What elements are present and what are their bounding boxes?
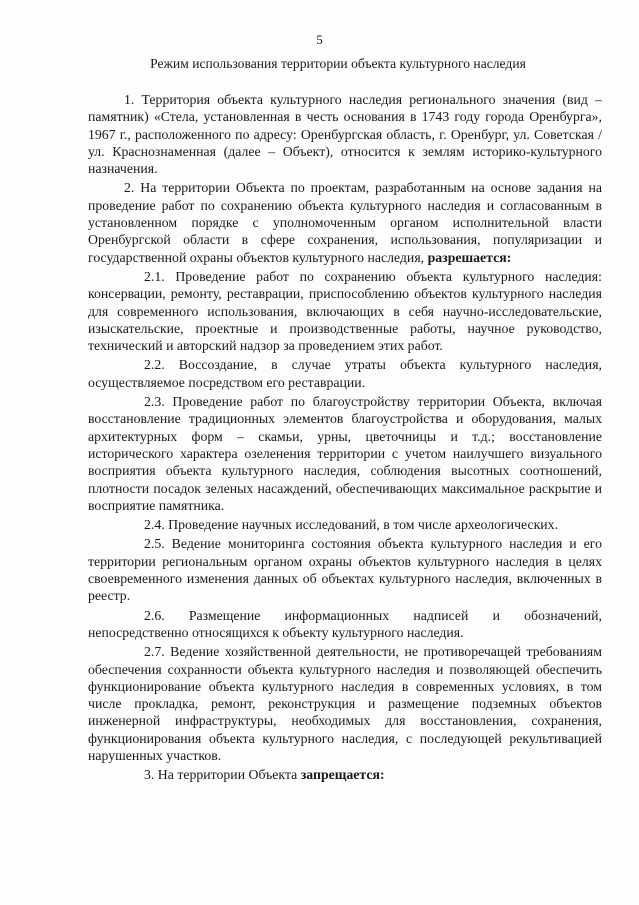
paragraph-2-3: 2.3. Проведение работ по благоустройству территории Объекта, включая восстановление традиционных элементов благоустройства и оборудования, малых архитектурных форм – скамьи, урны, цветочницы и т.д.; восстановление исторического характера озеленения территории с учетом наилучшего визуального восприятия объекта культурного наследия, соблюдения высотных соотношений, плотности посадок зеленых насаждений, обеспечивающих максимальное раскрытие и восприятие памятника. [88, 394, 602, 513]
paragraph-3 [88, 766, 602, 783]
document-body [88, 91, 602, 784]
paragraph-2 [88, 179, 602, 265]
paragraph-3-bold: запрещается: [300, 767, 385, 783]
page-number: 5 [316, 32, 323, 47]
paragraph-3-text: 3. На территории Объекта [144, 767, 298, 783]
paragraph-2-2: 2.2. Воссоздание, в случае утраты объекта культурного наследия, осуществляемое посредством его реставрации. [88, 357, 602, 390]
paragraph-2-bold: разрешается: [427, 249, 512, 265]
paragraph-2-text: 2. На территории Объекта по проектам, разработанным на основе задания на проведение работ по сохранению объекта культурного наследия и согласованным в установленном порядке с уполномоченным органом исполнительной власти Оренбургской области в сфере сохранения, использования, популяризации и государственной охраны объектов культурного наследия, [88, 180, 602, 265]
paragraph-2-1: 2.1. Проведение работ по сохранению объекта культурного наследия: консервации, ремонту, реставрации, приспособлению объектов культурного наследия для современного использования, включающих в себя научно-исследовательские, изыскательские, проектные и производственные работы, научное руководство, технический и авторский надзор за проведением этих работ. [88, 268, 602, 354]
paragraph-2-4: 2.4. Проведение научных исследований, в том числе археологических. [144, 517, 559, 533]
paragraph-2-6: 2.6. Размещение информационных надписей и обозначений, непосредственно относящихся к объекту культурного наследия. [88, 607, 602, 640]
document-title: Режим использования территории объекта культурного наследия [150, 56, 526, 71]
paragraph-2-7: 2.7. Ведение хозяйственной деятельности, не противоречащей требованиям обеспечения сохранности объекта культурного наследия и позволяющей обеспечить функционирование объекта культурного наследия в современных условиях, в том числе прокладка, ремонт, реконструкция и размещение подземных объектов инженерной инфраструктуры, необходимых для восстановления, сохранения, функционирования объекта культурного наследия, с последующей рекультивацией нарушенных участков. [88, 644, 602, 763]
paragraph-1: 1. Территория объекта культурного наследия регионального значения (вид – памятник) «Стела, установленная в честь основания в 1743 году города Оренбурга», 1967 г., расположенного по адресу: Оренбургская область, г. Оренбург, ул. Советская / ул. Краснознаменная (далее – Объект), относится к землям историко-культурного назначения. [88, 92, 602, 177]
paragraph-2-5: 2.5. Ведение мониторинга состояния объекта культурного наследия и его территории региональным органом охраны объектов культурного наследия в целях своевременного изменения данных об объектах культурного наследия, включенных в реестр. [88, 536, 602, 604]
